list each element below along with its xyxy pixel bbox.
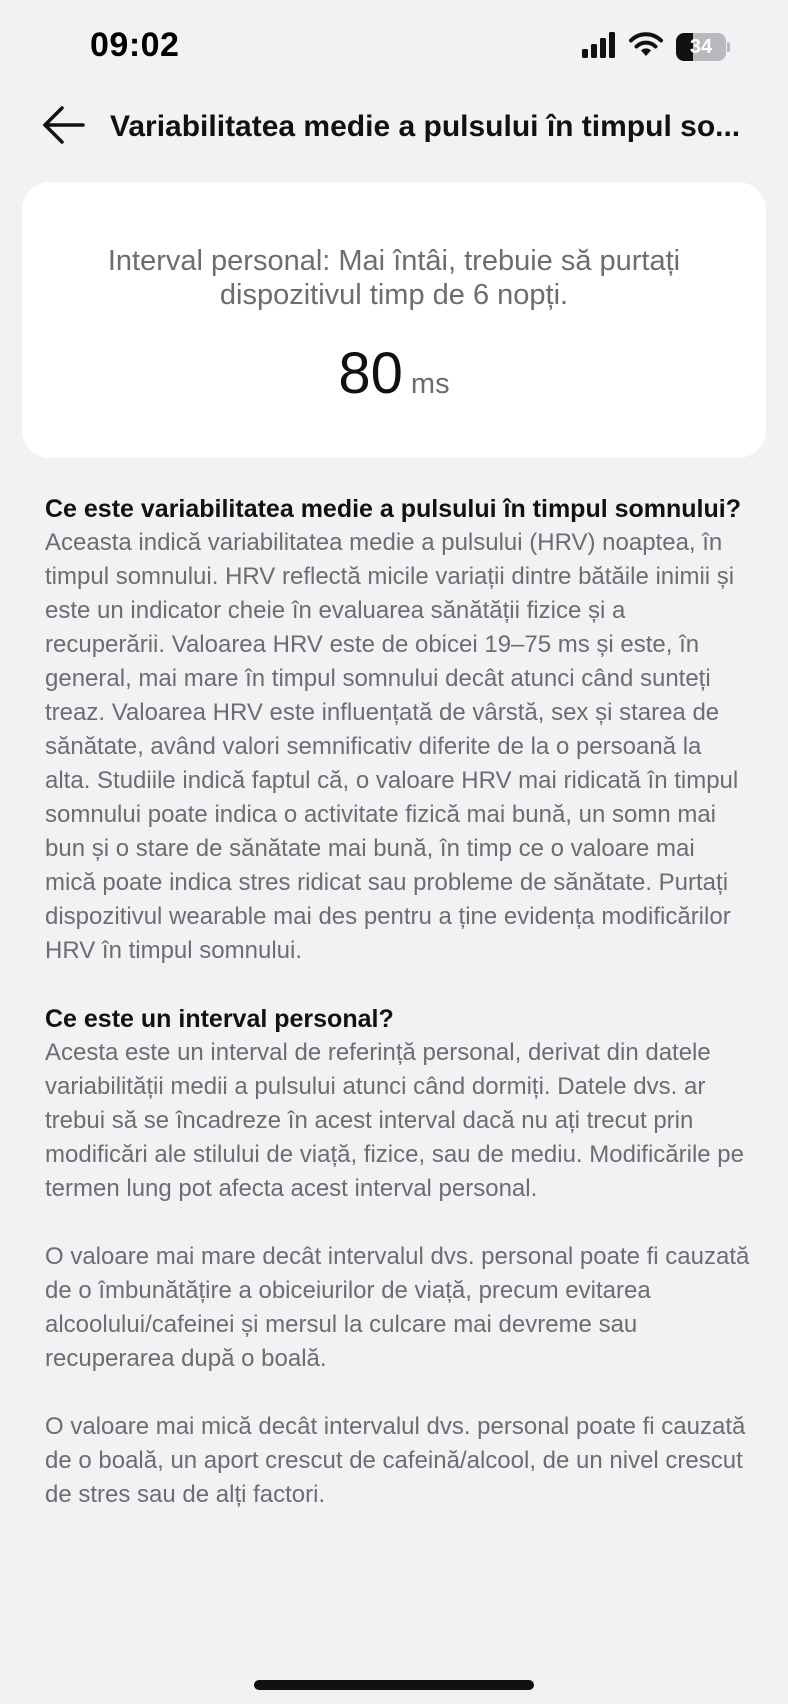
battery-percent: 34 (689, 36, 713, 58)
personal-range-heading: Ce este un interval personal? (45, 1005, 394, 1033)
back-button[interactable] (40, 104, 86, 150)
personal-range-status: Interval personal: Mai întâi, trebuie să purtați dispozitivul timp de 6 nopți. (107, 245, 681, 311)
section-spacer (45, 968, 751, 1002)
home-indicator[interactable] (254, 1680, 534, 1690)
hrv-value (22, 340, 766, 407)
page-title: Variabilitatea medie a pulsului în timpul so... (110, 110, 741, 143)
battery-body (676, 33, 726, 61)
paragraph-spacer (45, 1376, 751, 1410)
hrv-value-unit: ms (410, 368, 450, 400)
info-content (45, 492, 751, 1512)
hrv-section-heading: Ce este variabilitatea medie a pulsului în timpul somnului? (45, 495, 741, 523)
header (0, 96, 788, 162)
battery-icon (676, 33, 730, 61)
status-time: 09:02 (90, 26, 180, 64)
lower-value-paragraph: O valoare mai mică decât intervalul dvs. personal poate fi cauzată de o boală, un aport crescut de cafeină/alcool, de un nivel crescut de stres sau de alți factori. (45, 1413, 746, 1508)
higher-value-paragraph: O valoare mai mare decât intervalul dvs. personal poate fi cauzată de o îmbunătățire a obiceiurilor de viață, precum evitarea alcoolului/cafeinei și mersul la culcare mai devreme sau recuperarea după o boală. (45, 1243, 750, 1372)
paragraph-spacer (45, 1206, 751, 1240)
status-icons (582, 30, 730, 64)
signal-icon (582, 32, 616, 63)
status-bar (0, 0, 788, 96)
hrv-value-number: 80 (338, 341, 403, 406)
hrv-section-body: Aceasta indică variabilitatea medie a pulsului (HRV) noaptea, în timpul somnului. HRV reflectă micile variații dintre bătăile inimii și este un indicator cheie în evaluarea sănătății fizice și a recuperării. Valoarea HRV este de obicei 19–75 ms și este, în general, mai mare în timpul somnului decât atunci când sunteți treaz. Valoarea HRV este influențată de vârstă, sex și starea de sănătate, având valori semnificativ diferite de la o persoană la alta. Studiile indică faptul că, o valoare HRV mai ridicată în timpul somnului poate indica o activitate fizică mai bună, un somn mai bun și o stare de sănătate mai bună, în timp ce o valoare mai mică poate indica stres ridicat sau probleme de sănătate. Purtați dispozitivul wearable mai des pentru a ține evidența modificărilor HRV în timpul somnului. (45, 529, 739, 964)
wifi-icon (628, 32, 664, 63)
battery-tip (727, 42, 730, 52)
hrv-value-card (22, 182, 766, 458)
arrow-left-icon (41, 105, 85, 150)
personal-range-body: Acesta este un interval de referință personal, derivat din datele variabilității medii a pulsului atunci când dormiți. Datele dvs. ar trebui să se încadreze în acest interval dacă nu ați trecut prin modificări ale stilului de viață, fizice, sau de mediu. Modificările pe termen lung pot afecta acest interval personal. (45, 1039, 744, 1202)
